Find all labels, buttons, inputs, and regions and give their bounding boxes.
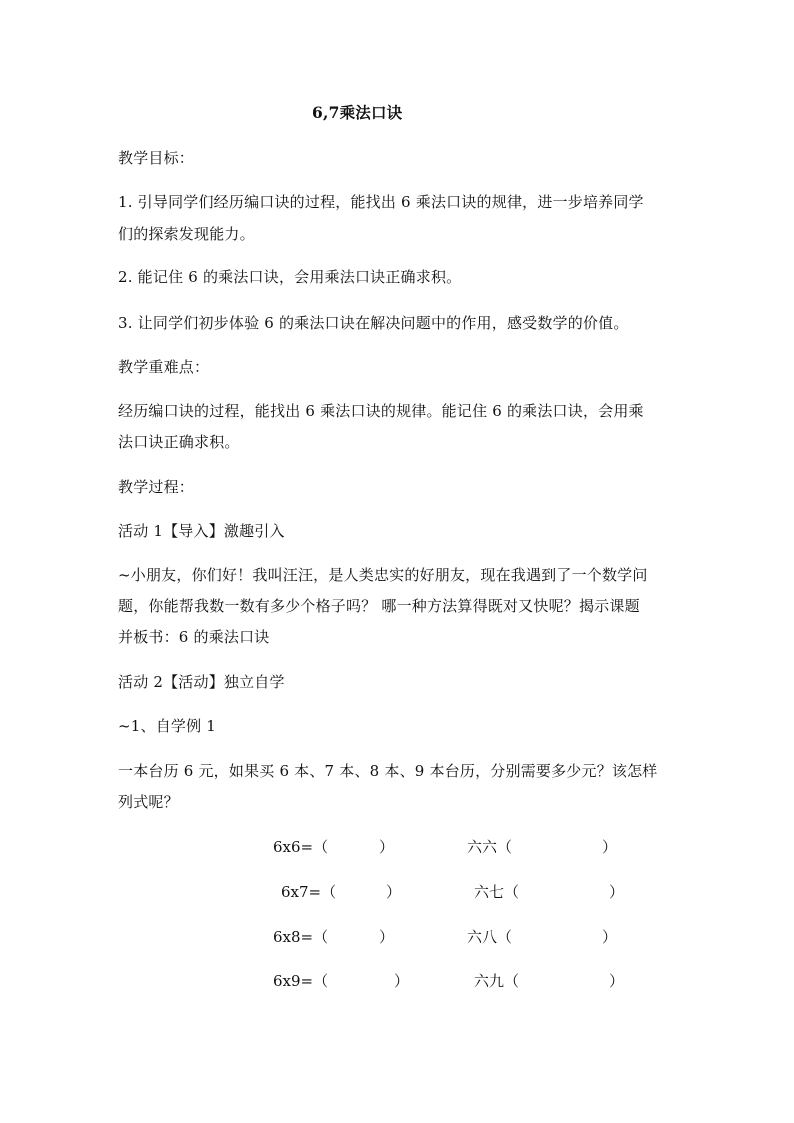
rhyme-close-66: ） bbox=[602, 838, 618, 856]
self-study-label: ~1、自学例 1 bbox=[118, 717, 217, 735]
activity-1-title: 活动 1【导入】激趣引入 bbox=[118, 522, 285, 540]
goals-heading: 教学目标： bbox=[118, 149, 195, 167]
rhyme-close-69: ） bbox=[609, 972, 625, 990]
activity-1-line-2: 题，你能帮我数一数有多少个格子吗？ 哪一种方法算得既对又快呢？揭示课题 bbox=[118, 597, 640, 615]
key-points-heading: 教学重难点： bbox=[118, 358, 210, 376]
problem-line-2: 列式呢？ bbox=[118, 793, 179, 811]
key-points-line-1: 经历编口诀的过程，能找出 6 乘法口诀的规律。能记住 6 的乘法口诀，会用乘 bbox=[118, 402, 644, 420]
document-title: 6,7乘法口诀 bbox=[312, 103, 403, 122]
exercise-expr-6x7: 6x7=（ bbox=[281, 883, 337, 901]
activity-2-title: 活动 2【活动】独立自学 bbox=[118, 673, 285, 691]
goal-1-line-1: 1. 引导同学们经历编口诀的过程，能找出 6 乘法口诀的规律，进一步培养同学 bbox=[118, 193, 644, 211]
goal-2: 2. 能记住 6 的乘法口诀，会用乘法口诀正确求积。 bbox=[118, 268, 462, 286]
exercise-expr-6x8: 6x8=（ bbox=[273, 928, 329, 946]
exercise-expr-6x6: 6x6=（ bbox=[273, 838, 329, 856]
key-points-line-2: 法口诀正确求积。 bbox=[118, 433, 240, 451]
exercise-close-6x7: ） bbox=[386, 883, 402, 901]
rhyme-close-67: ） bbox=[609, 883, 625, 901]
activity-1-line-1: ~小朋友，你们好！我叫汪汪，是人类忠实的好朋友，现在我遇到了一个数学问 bbox=[118, 566, 648, 584]
exercise-close-6x9: ） bbox=[394, 972, 410, 990]
goal-1-line-2: 们的探索发现能力。 bbox=[118, 225, 255, 243]
rhyme-label-68: 六八（ bbox=[467, 928, 513, 946]
rhyme-close-68: ） bbox=[602, 928, 618, 946]
exercise-close-6x6: ） bbox=[379, 838, 395, 856]
problem-line-1: 一本台历 6 元，如果买 6 本、7 本、8 本、9 本台历，分别需要多少元？该怎样 bbox=[118, 762, 658, 780]
exercise-close-6x8: ） bbox=[379, 928, 395, 946]
process-heading: 教学过程： bbox=[118, 478, 195, 496]
goal-3: 3. 让同学们初步体验 6 的乘法口诀在解决问题中的作用，感受数学的价值。 bbox=[118, 314, 629, 332]
rhyme-label-69: 六九（ bbox=[474, 972, 520, 990]
rhyme-label-67: 六七（ bbox=[474, 883, 520, 901]
rhyme-label-66: 六六（ bbox=[467, 838, 513, 856]
activity-1-line-3: 并板书：6 的乘法口诀 bbox=[118, 628, 270, 646]
exercise-expr-6x9: 6x9=（ bbox=[273, 972, 329, 990]
